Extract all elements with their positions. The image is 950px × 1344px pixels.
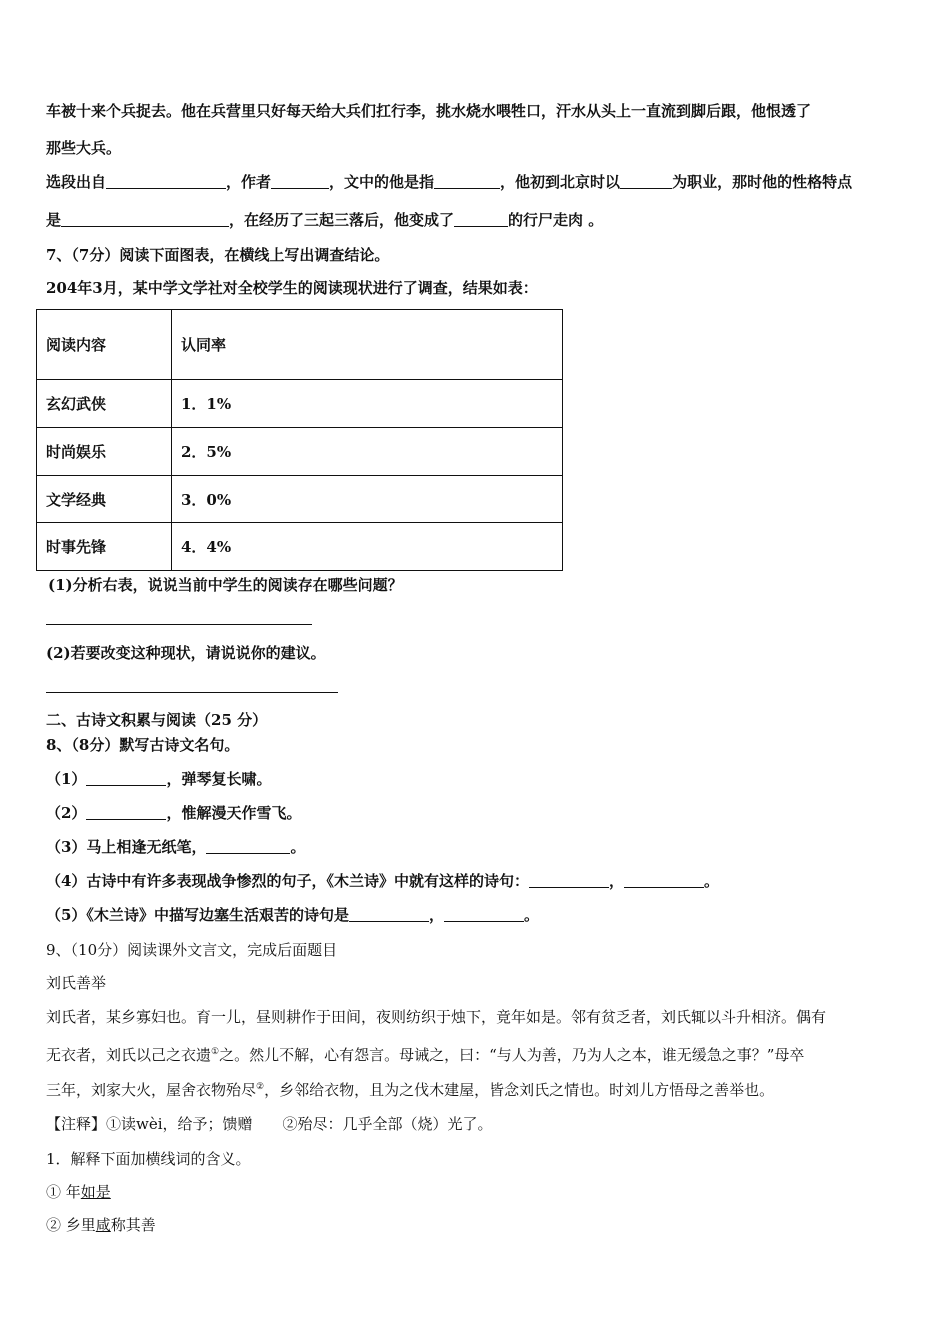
q9-item-text: ① 年 [46, 1183, 81, 1201]
q6-text: 是 [46, 211, 62, 229]
q8-blank-4a[interactable] [529, 872, 609, 888]
q8-item-4 [46, 871, 719, 891]
table-header-row [37, 310, 563, 380]
q9-item-text: 称其善 [110, 1216, 156, 1234]
table-row [37, 428, 563, 476]
table-cell: 玄幻武侠 [37, 380, 172, 428]
survey-table [36, 309, 563, 571]
table-row [37, 380, 563, 428]
q9-item-2 [46, 1215, 156, 1235]
table-cell: 时尚娱乐 [37, 428, 172, 476]
q7-answer-line-2[interactable] [46, 692, 338, 693]
q6-blank-person[interactable] [434, 173, 500, 189]
q7-sub2: (2)若要改变这种现状，请说说你的建议。 [46, 644, 326, 662]
table-row [37, 523, 563, 571]
q8-blank-2[interactable] [86, 804, 166, 820]
q8-item-text: ，惟解漫天作雪飞。 [166, 804, 302, 822]
q9-text: 之。然儿不解，心有怨言。母诫之，曰：“与人为善，乃为人之本，谁无缓急之事？”母卒 [219, 1046, 805, 1064]
q8-item-text: 。 [523, 906, 539, 924]
q8-item-5 [46, 905, 539, 925]
q7-intro: 204年3月，某中学文学社对全校学生的阅读现状进行了调查，结果如表： [46, 279, 538, 297]
q6-text: ，他初到北京时以 [500, 173, 621, 191]
table-cell: 2．5% [172, 428, 563, 476]
q9-item-text: ② 乡里 [46, 1216, 96, 1234]
passage-line-2: 那些大兵。 [46, 139, 122, 157]
q9-text: ，乡邻给衣物，且为之伐木建屋，皆念刘氏之情也。时刘儿方悟母之善举也。 [264, 1081, 775, 1099]
q8-item-text: ， [608, 872, 624, 890]
table-cell: 4．4% [172, 523, 563, 571]
q6-blank-job[interactable] [620, 173, 672, 189]
q6-blank-author[interactable] [271, 173, 329, 189]
q9-subtitle: 刘氏善举 [46, 974, 107, 992]
q8-item-text: （5）《木兰诗》中描写边塞生活艰苦的诗句是 [46, 906, 349, 924]
q7-sub1: (1)分析右表，说说当前中学生的阅读存在哪些问题？ [48, 576, 403, 594]
q8-item-text: 。 [290, 838, 306, 856]
q6-text: 选段出自 [46, 173, 107, 191]
q8-item-text: （4）古诗中有许多表现战争惨烈的句子，《木兰诗》中就有这样的诗句： [46, 872, 529, 890]
q6-blank-trait[interactable] [61, 211, 229, 227]
table-cell: 时事先锋 [37, 523, 172, 571]
q6-blank-source[interactable] [106, 173, 226, 189]
q8-item-number: （1） [46, 770, 87, 788]
q8-blank-1[interactable] [86, 770, 166, 786]
q9-text-line-1: 刘氏者，某乡寡妇也。育一儿，昼则耕作于田间，夜则纺织于烛下，竟年如是。邻有贫乏者，刘氏辄以斗升相济。偶有 [46, 1008, 827, 1026]
q8-blank-5a[interactable] [349, 906, 429, 922]
q9-sub1: 1．解释下面加横线词的含义。 [46, 1150, 251, 1168]
q8-item-3 [46, 837, 305, 857]
q8-item-1 [46, 769, 271, 789]
q8-blank-3[interactable] [206, 838, 290, 854]
q8-item-text: 。 [703, 872, 719, 890]
q6-line-1 [46, 172, 852, 192]
q8-item-2 [46, 803, 301, 823]
q9-note: 【注释】①读wèi，给予；馈赠 ②殆尽：几乎全部（烧）光了。 [46, 1115, 493, 1133]
table-cell: 文学经典 [37, 476, 172, 523]
q9-text-line-3 [46, 1080, 774, 1100]
q9-text: 无衣者，刘氏以己之衣遗 [46, 1046, 212, 1064]
q8-blank-4b[interactable] [624, 872, 704, 888]
q8-title: 8、（8分）默写古诗文名句。 [46, 736, 240, 754]
note-marker: ② [256, 1082, 265, 1092]
section-2-title: 二、古诗文积累与阅读（25 分） [46, 711, 268, 729]
q9-title: 9、（10分）阅读课外文言文，完成后面题目 [46, 941, 338, 959]
q6-line-2 [46, 210, 603, 230]
passage-line-1: 车被十来个兵捉去。他在兵营里只好每天给大兵们扛行李，挑水烧水喂牲口，汗水从头上一直流到脚后跟，他恨透了 [46, 102, 812, 120]
q7-title: 7、（7分）阅读下面图表，在横线上写出调查结论。 [46, 246, 390, 264]
note-marker: ① [211, 1047, 220, 1057]
q9-text: 三年，刘家大火，屋舍衣物殆尽 [46, 1081, 257, 1099]
q8-blank-5b[interactable] [444, 906, 524, 922]
table-row [37, 476, 563, 523]
table-cell: 3．0% [172, 476, 563, 523]
q9-underlined-word: 咸 [95, 1216, 111, 1234]
q8-item-number: （2） [46, 804, 87, 822]
table-header-cell: 阅读内容 [37, 310, 172, 380]
q6-text: ，作者 [226, 173, 272, 191]
q8-item-text: ，弹琴复长啸。 [166, 770, 272, 788]
table-cell: 1．1% [172, 380, 563, 428]
q6-blank-result[interactable] [454, 211, 508, 227]
q8-item-text: ， [428, 906, 444, 924]
q6-text: 的行尸走肉 。 [508, 211, 604, 229]
q6-text: ，文中的他是指 [329, 173, 435, 191]
q9-item-1 [46, 1182, 111, 1202]
table-header-cell: 认同率 [172, 310, 563, 380]
q8-item-text: （3）马上相逢无纸笔， [46, 838, 207, 856]
q6-text: 为职业，那时他的性格特点 [672, 173, 853, 191]
q7-answer-line-1[interactable] [46, 624, 312, 625]
q6-text: ，在经历了三起三落后，他变成了 [229, 211, 455, 229]
q9-text-line-2 [46, 1045, 804, 1065]
q9-underlined-word: 如是 [80, 1183, 111, 1201]
